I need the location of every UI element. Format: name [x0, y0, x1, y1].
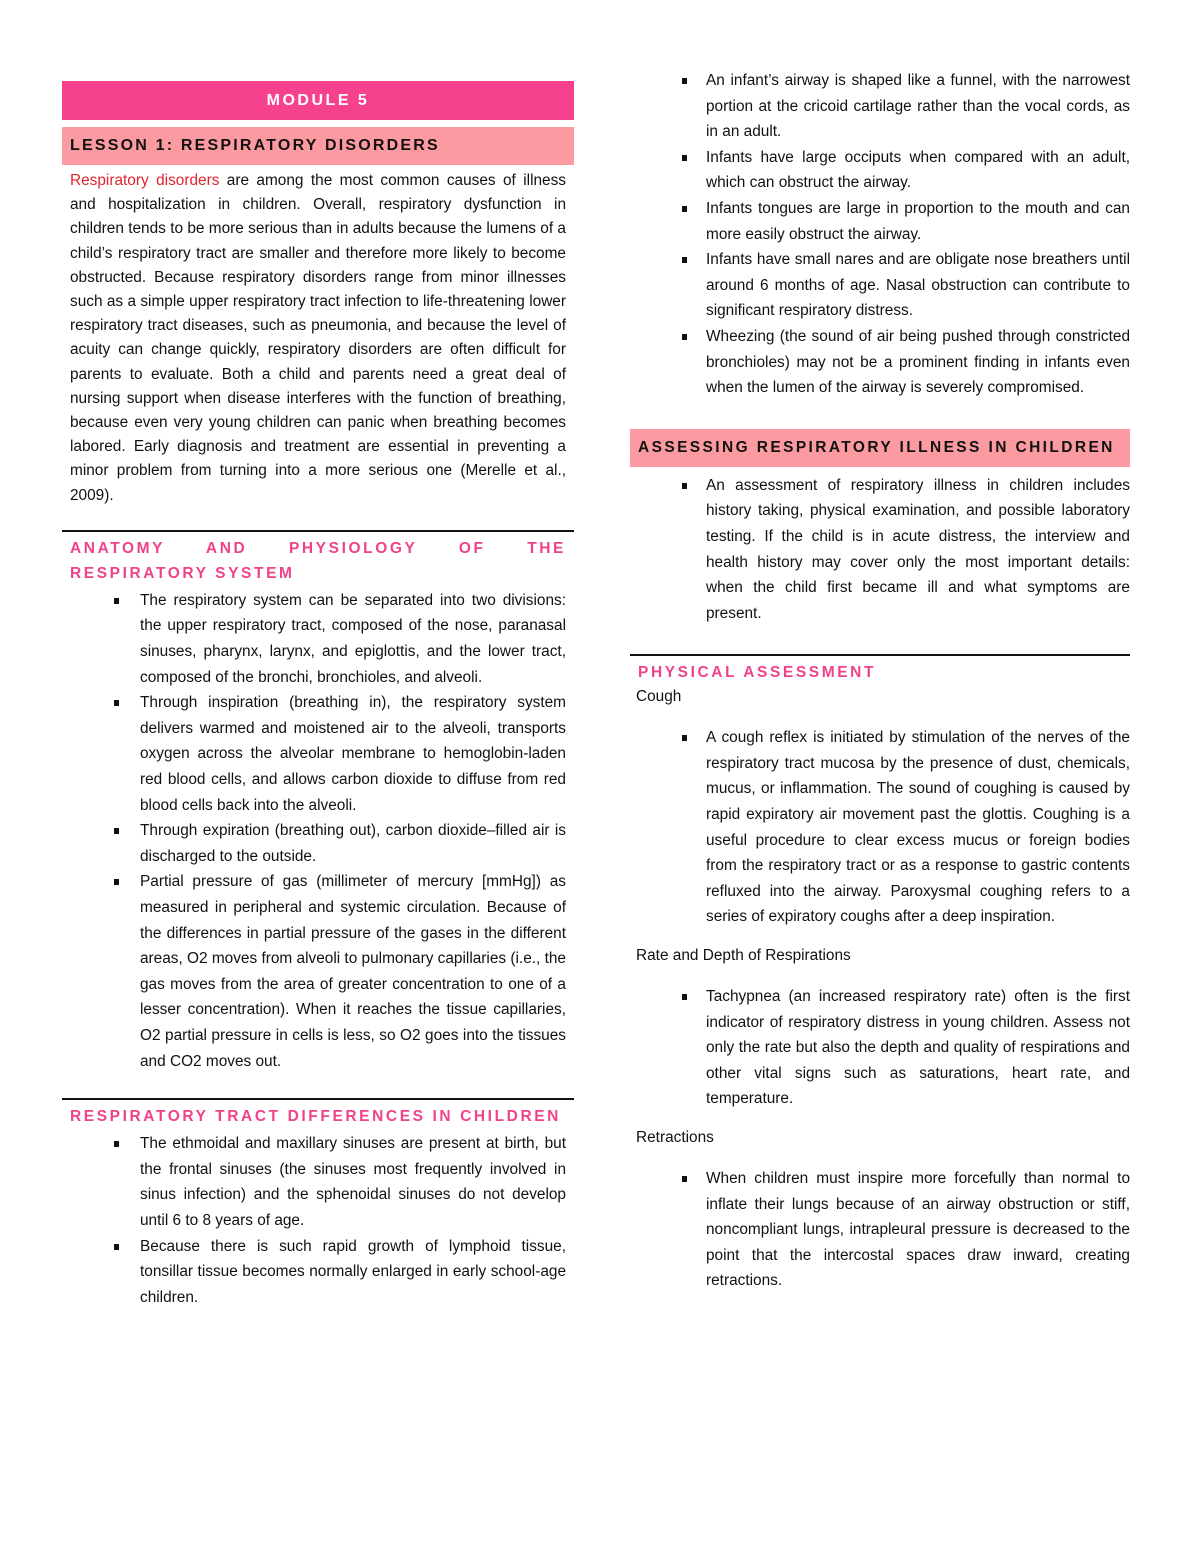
anatomy-heading: ANATOMY AND PHYSIOLOGY OF THE RESPIRATORY SYSTEM [62, 530, 574, 586]
differences-list-right [630, 68, 1130, 401]
rate-list [630, 984, 1130, 1112]
intro-paragraph [62, 169, 574, 508]
rate-label: Rate and Depth of Respirations [636, 947, 851, 965]
anatomy-list [62, 588, 574, 1074]
list-item: Through expiration (breathing out), carbon dioxide–filled air is discharged to the outside. [70, 818, 574, 869]
cough-label: Cough [636, 688, 682, 706]
list-item: Infants have small nares and are obligate nose breathers until around 6 months of age. Nasal obstruction can contribute to significant respiratory distress. [638, 247, 1130, 324]
list-item: A cough reflex is initiated by stimulation of the nerves of the respiratory tract mucosa by the presence of dust, chemicals, mucus, or inflammation. The sound of coughing is caused by rapid expiratory air movement past the glottis. Coughing is a useful procedure to clear excess mucus or foreign bodies from the respiratory tract or as a response to gastric contents refluxed into the airway. Paroxysmal coughing refers to a series of expiratory coughs after a deep inspiration. [638, 725, 1130, 930]
list-item: An infant’s airway is shaped like a funnel, with the narrowest portion at the cricoid cartilage rather than the vocal cords, as in an adult. [638, 68, 1130, 145]
differences-list-left [62, 1131, 574, 1310]
list-item: The ethmoidal and maxillary sinuses are present at birth, but the frontal sinuses (the sinuses most frequently involved in sinus infection) and the sphenoidal sinuses do not develop until 6 to 8 years of age. [70, 1131, 574, 1233]
list-item: The respiratory system can be separated into two divisions: the upper respiratory tract, composed of the nose, paranasal sinuses, pharynx, larynx, and epiglottis, and the lower tract, composed of the bronchi, bronchioles, and alveoli. [70, 588, 574, 690]
list-item: Partial pressure of gas (millimeter of mercury [mmHg]) as measured in peripheral and systemic circulation. Because of the differences in partial pressure of the gases in the different areas, O2 moves from alveoli to pulmonary capillaries (i.e., the gas moves from the area of greater concentration to one of a lesser concentration). When it reaches the tissue capillaries, O2 partial pressure in cells is less, so O2 goes into the tissues and CO2 moves out. [70, 869, 574, 1074]
cough-list [630, 725, 1130, 930]
list-item: An assessment of respiratory illness in children includes history taking, physical examination, and possible laboratory testing. If the child is in acute distress, the interview and health history may cover only the most important details: when the child first became ill and what symptoms are present. [638, 473, 1130, 627]
intro-highlight: Respiratory disorders [70, 172, 220, 189]
physical-heading: PHYSICAL ASSESSMENT [630, 654, 1130, 685]
lesson-title: LESSON 1: RESPIRATORY DISORDERS [62, 127, 574, 165]
list-item: Infants have large occiputs when compared with an adult, which can obstruct the airway. [638, 145, 1130, 196]
assessing-list [630, 473, 1130, 627]
list-item: Tachypnea (an increased respiratory rate) often is the first indicator of respiratory distress in young children. Assess not only the rate but also the depth and quality of respirations and other vital signs such as saturations, heart rate, and temperature. [638, 984, 1130, 1112]
left-column [62, 78, 574, 1310]
list-item: Because there is such rapid growth of lymphoid tissue, tonsillar tissue becomes normally enlarged in early school-age children. [70, 1234, 574, 1311]
intro-text: are among the most common causes of illness and hospitalization in children. Overall, respiratory dysfunction in children tends to be more serious than in adults because the lumens of a child’s respiratory tract are smaller and therefore more likely to become obstructed. Because respiratory disorders range from minor illnesses such as a simple upper respiratory tract infection to life-threatening lower respiratory tract diseases, such as pneumonia, and because the level of acuity can change quickly, respiratory disorders are often difficult for parents to evaluate. Both a child and parents need a great deal of nursing support when disease interferes with the function of breathing, because even very young children can panic when breathing becomes labored. Early diagnosis and treatment are essential in preventing a minor problem from turning into a more serious one (Merelle et al., 2009). [70, 172, 567, 504]
module-title: MODULE 5 [62, 81, 574, 120]
list-item: Infants tongues are large in proportion to the mouth and can more easily obstruct the airway. [638, 196, 1130, 247]
assessing-heading: ASSESSING RESPIRATORY ILLNESS IN CHILDREN [630, 429, 1130, 467]
retractions-list [630, 1166, 1130, 1294]
list-item: Wheezing (the sound of air being pushed through constricted bronchioles) may not be a prominent finding in infants even when the lumen of the airway is severely compromised. [638, 324, 1130, 401]
list-item: When children must inspire more forcefully than normal to inflate their lungs because of an airway obstruction or stiff, noncompliant lungs, intrapleural pressure is decreased to the point that the intercostal spaces draw inward, creating retractions. [638, 1166, 1130, 1294]
retractions-label: Retractions [636, 1129, 714, 1146]
right-column [630, 68, 1130, 1294]
list-item: Through inspiration (breathing in), the respiratory system delivers warmed and moistened air to the alveoli, transports oxygen across the alveolar membrane to hemoglobin-laden red blood cells, and allows carbon dioxide to diffuse from red blood cells back into the alveoli. [70, 690, 574, 818]
differences-heading: RESPIRATORY TRACT DIFFERENCES IN CHILDREN [62, 1098, 574, 1129]
